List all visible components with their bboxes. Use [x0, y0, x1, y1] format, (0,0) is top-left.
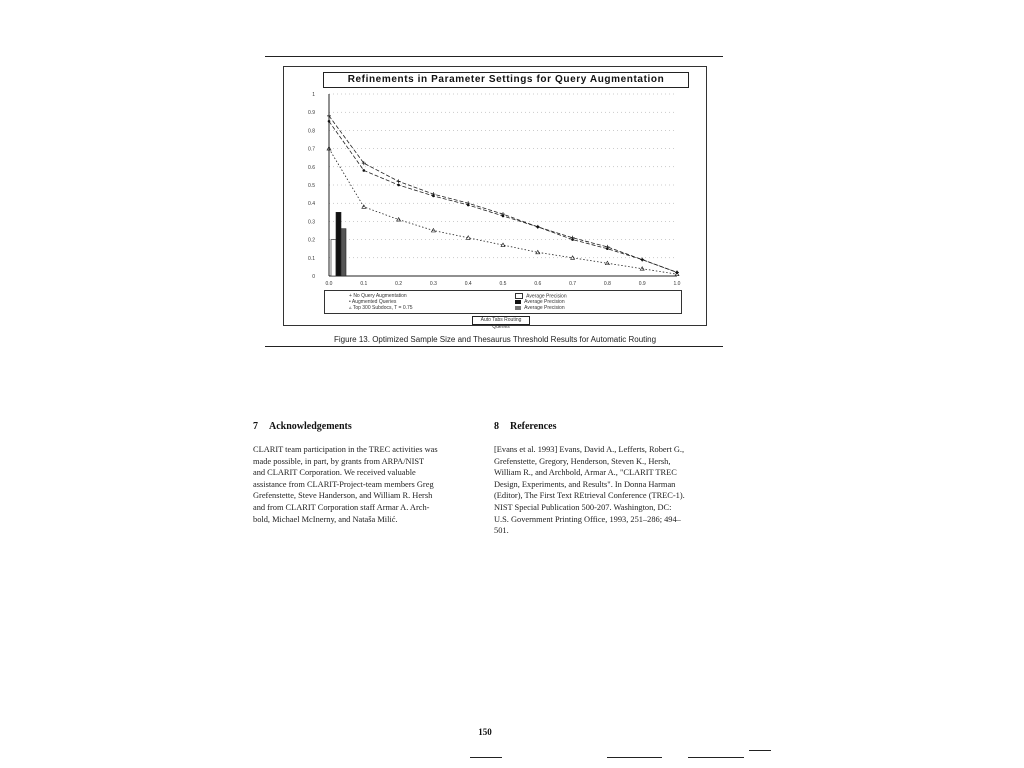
y-tick-label: 1: [312, 92, 315, 98]
top-rule: [265, 56, 723, 57]
acknowledgements-heading: 7 Acknowledgements: [253, 421, 352, 432]
chart-title: Refinements in Parameter Settings for Query Augmentation: [323, 72, 689, 88]
legend-footer-label: Auto Tabs Routing Queries: [472, 316, 530, 325]
x-tick-label: 0.9: [638, 281, 646, 287]
chart-legend: [324, 290, 682, 314]
scan-rule-1: [470, 757, 502, 758]
data-point: [605, 261, 609, 265]
series-line-2: [329, 121, 677, 272]
text-line: Design, Experiments, and Results". In Donna Harman: [494, 479, 676, 489]
legend-swatch-gray-icon: [515, 306, 521, 310]
line-chart: [283, 66, 705, 324]
x-tick-label: 0.4: [464, 281, 472, 287]
text-line: 501.: [494, 526, 509, 536]
y-tick-label: 0.8: [308, 128, 315, 135]
y-tick-label: 0.9: [308, 110, 315, 117]
data-point: [571, 238, 574, 241]
y-tick-label: 0.7: [308, 146, 315, 153]
text-line: NIST Special Publication 500-207. Washington, DC:: [494, 502, 672, 512]
caption-rule: [265, 346, 723, 347]
data-point: [328, 120, 331, 123]
data-point: [432, 195, 435, 198]
references-body: [494, 444, 716, 537]
bar: [336, 212, 341, 276]
legend-entry-4: Average Precision: [515, 293, 567, 299]
y-tick-label: 0.1: [308, 255, 315, 262]
scan-rule-2: [607, 757, 662, 758]
x-tick-label: 1.0: [673, 281, 681, 287]
legend-marker-dot-icon: •: [349, 299, 351, 305]
scan-rule-4: [749, 750, 771, 751]
series-line-1: [329, 116, 677, 273]
legend-entry-6: Average Precision: [515, 305, 565, 311]
legend-entry-1: + No Query Augmentation: [349, 293, 407, 299]
figure-caption: Figure 13. Optimized Sample Size and Thesaurus Threshold Results for Automatic Routing: [333, 335, 657, 344]
x-tick-label: 0.1: [360, 281, 368, 287]
x-tick-label: 0.5: [499, 281, 507, 287]
data-point: [363, 169, 366, 172]
x-tick-label: 0.7: [569, 281, 577, 287]
y-tick-label: 0.2: [308, 237, 315, 244]
text-line: and from CLARIT Corporation staff Armar A. Arch-: [253, 502, 430, 512]
legend-entry-3: ▵ Top 300 Subdocs, T = 0.75: [349, 305, 413, 311]
x-tick-label: 0.0: [325, 281, 333, 287]
legend-entry-2: • Augmented Queries: [349, 299, 397, 305]
data-point: [467, 204, 470, 207]
data-point: [397, 218, 401, 222]
text-line: Grefenstette, Steve Handerson, and William R. Hersh: [253, 491, 433, 501]
legend-swatch-black-icon: [515, 300, 521, 304]
x-tick-label: 0.2: [395, 281, 403, 287]
x-tick-label: 0.8: [603, 281, 611, 287]
acknowledgements-body: [253, 444, 473, 525]
text-line: and CLARIT Corporation. We received valuable: [253, 468, 416, 478]
legend-marker-plus-icon: +: [349, 293, 352, 299]
text-line: (Editor), The First Text REtrieval Conference (TREC-1).: [494, 491, 685, 501]
data-point: [537, 226, 540, 229]
data-point: [606, 247, 609, 250]
x-tick-label: 0.6: [534, 281, 542, 287]
series-line-3: [329, 149, 677, 275]
x-tick-label: 0.3: [429, 281, 437, 287]
data-point: [397, 184, 400, 187]
text-line: U.S. Government Printing Office, 1993, 251–286; 494–: [494, 514, 681, 524]
data-point: [536, 250, 540, 254]
text-line: made possible, in part, by grants from ARPA/NIST: [253, 456, 425, 466]
data-point: [502, 215, 505, 218]
text-line: Grefenstette, Gregory, Henderson, Steven K., Hersh,: [494, 456, 671, 466]
legend-entry-5: Average Precision: [515, 299, 565, 305]
text-line: CLARIT team participation in the TREC activities was: [253, 445, 438, 454]
bar: [331, 240, 336, 276]
data-point: [641, 258, 644, 261]
bar: [341, 229, 346, 276]
y-tick-label: 0.5: [308, 183, 315, 189]
references-heading: 8 References: [494, 421, 557, 432]
y-tick-label: 0.4: [308, 201, 315, 208]
data-point: [397, 179, 401, 183]
text-line: [Evans et al. 1993] Evans, David A., Lefferts, Robert G.,: [494, 445, 685, 454]
y-tick-label: 0.6: [308, 164, 315, 171]
text-line: William R., and Archbold, Armar A., "CLARIT TREC: [494, 468, 677, 478]
scan-rule-3: [688, 757, 744, 758]
y-tick-label: 0.3: [308, 219, 315, 226]
text-line: bold, Michael McInerny, and Nataša Milić.: [253, 514, 398, 524]
data-point: [571, 256, 575, 259]
page-number: 150: [478, 727, 492, 737]
legend-marker-triangle-icon: ▵: [349, 305, 352, 311]
text-line: assistance from CLARIT-Project-team members Greg: [253, 479, 434, 489]
y-tick-label: 0: [312, 274, 315, 280]
